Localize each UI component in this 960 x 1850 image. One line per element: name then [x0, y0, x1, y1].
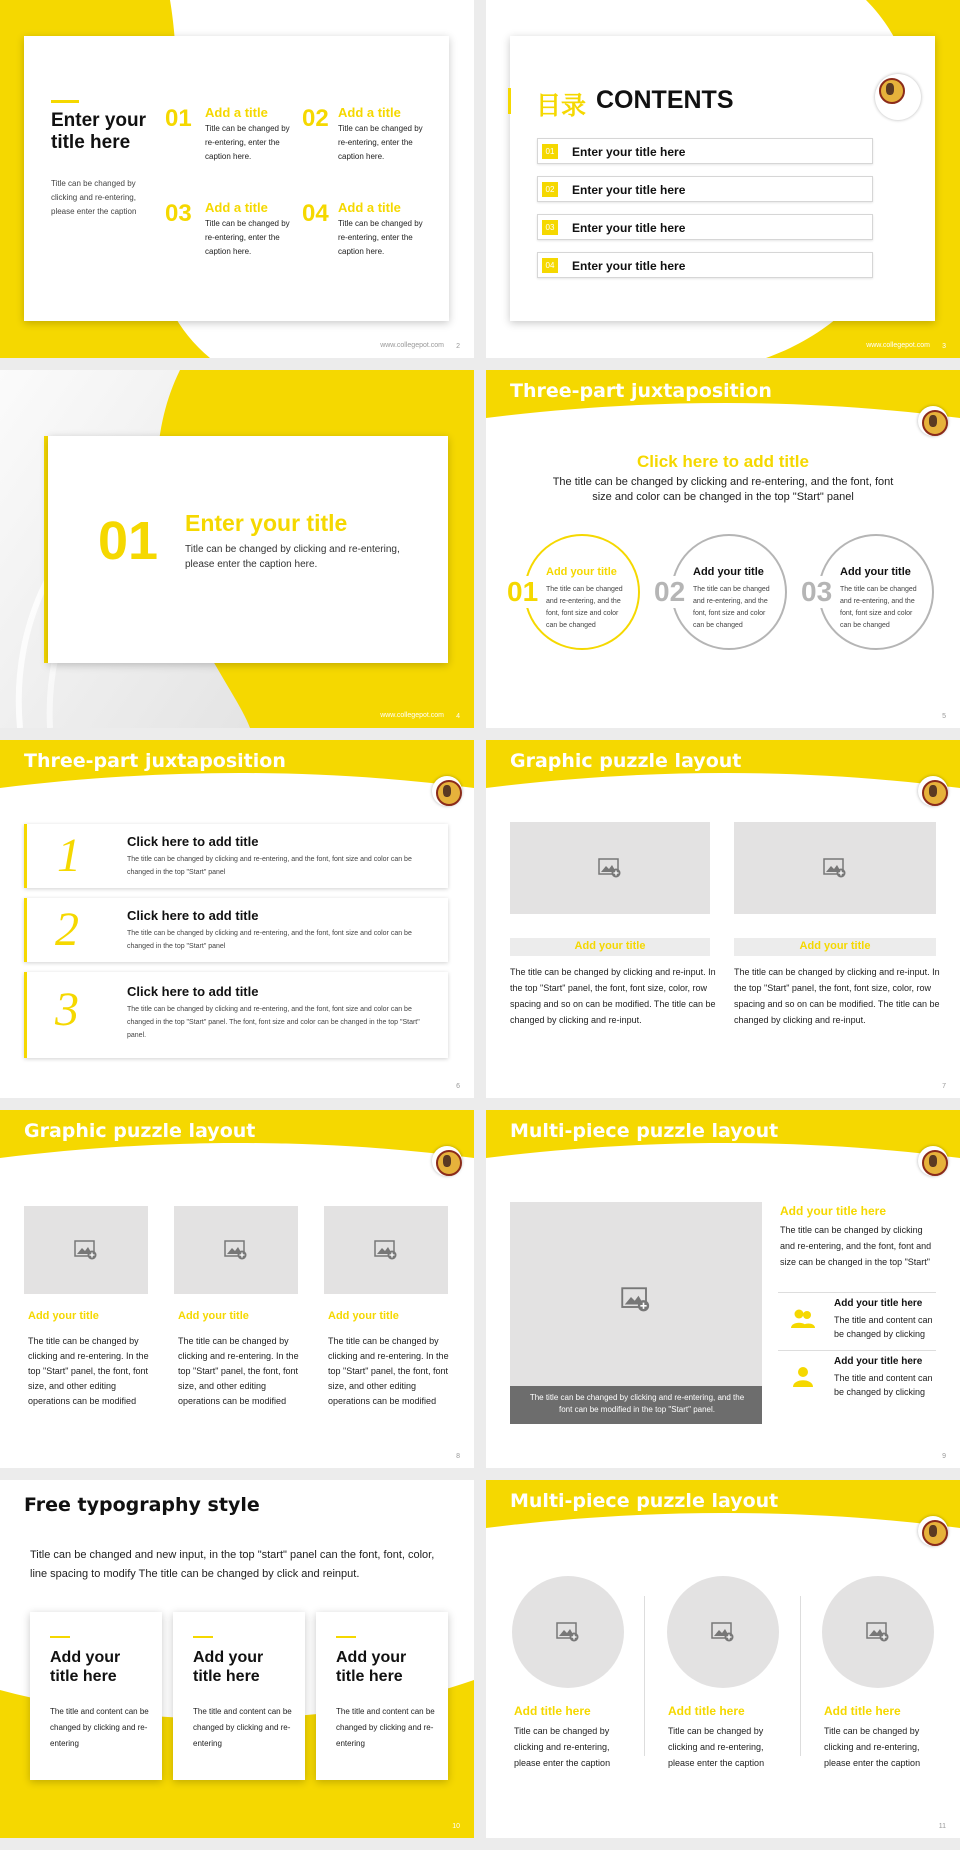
list-item-1[interactable] — [24, 824, 448, 888]
item-number: 03 — [165, 200, 192, 227]
slide-header-title[interactable]: Multi-piece puzzle layout — [510, 1120, 779, 1142]
feature-card-1[interactable] — [30, 1612, 162, 1780]
image-placeholder[interactable] — [24, 1206, 148, 1294]
item-text[interactable]: Title can be changed by clicking and re-entering, please enter the caption — [824, 1726, 921, 1768]
item-number: 04 — [302, 200, 329, 227]
slide-5[interactable] — [486, 370, 960, 728]
add-image-icon — [224, 1240, 248, 1260]
item-title[interactable]: Add your title — [328, 1310, 399, 1322]
item-number: 03 — [801, 576, 833, 607]
item-number: 02 — [302, 105, 329, 132]
item-text: The title can be changed and re-entering, and the font, font size and color can be changed — [693, 586, 770, 629]
card-text: The title and content can be changed by clicking and re-entering — [50, 1707, 149, 1748]
item-text[interactable]: Title can be changed by re-entering, enter the caption here. — [338, 124, 423, 161]
user-icon — [792, 1366, 814, 1388]
item-label: Enter your title here — [572, 259, 686, 273]
list-item-2[interactable] — [24, 898, 448, 962]
item-title[interactable]: Add title here — [514, 1704, 591, 1718]
contents-item-03[interactable] — [537, 214, 873, 240]
slide-header-title[interactable]: Graphic puzzle layout — [24, 1120, 256, 1142]
main-title[interactable]: Add your title here — [780, 1204, 887, 1218]
add-image-icon — [621, 1287, 651, 1312]
accent-bar — [508, 88, 511, 114]
page-number: 3 — [942, 343, 946, 350]
university-seal — [918, 1146, 948, 1176]
image-placeholder[interactable] — [324, 1206, 448, 1294]
item-text: The title can be changed by clicking and re-entering, and the font, font size and color can be changed in the top "Start" panel — [127, 856, 412, 876]
add-image-icon — [711, 1622, 735, 1642]
title-en[interactable]: CONTENTS — [596, 86, 734, 114]
add-image-icon — [598, 858, 622, 878]
item-text[interactable]: The title can be changed by clicking and re-input. In the top "Start" panel, the font, font size, color, row spacing and so on can be modified. The title can be changed by clicking and re-input. — [510, 967, 716, 1025]
slide-header-title[interactable]: Three-part juxtaposition — [510, 380, 772, 402]
slide-11[interactable] — [486, 1480, 960, 1838]
slide-header-title[interactable]: Free typography style — [24, 1494, 260, 1516]
feature-card-2[interactable] — [173, 1612, 305, 1780]
add-image-icon — [866, 1622, 890, 1642]
page-number: 11 — [938, 1823, 946, 1830]
item-title: Add your title — [546, 566, 617, 578]
slide-3[interactable] — [486, 0, 960, 358]
item-number: 01 — [542, 144, 558, 159]
item-number: 04 — [542, 258, 558, 273]
item-title[interactable]: Add your title — [574, 940, 646, 952]
item-number: 01 — [507, 576, 539, 607]
item-number: 01 — [165, 105, 192, 132]
page-number: 10 — [452, 1823, 460, 1830]
main-subtitle[interactable]: The title can be changed by clicking and re-entering, and the font, font size and color can be changed in the top "Start" panel — [552, 476, 894, 503]
item-text[interactable]: The title can be changed by clicking and re-entering. In the top "Start" panel, the font, font size, and other editing operations can be modified — [178, 1336, 299, 1406]
item-title[interactable]: Add a title — [338, 200, 401, 215]
item-text: The title can be changed by clicking and re-entering, and the font, font size and color can be changed in the top "Start" panel — [127, 930, 412, 950]
item-title: Add your title — [840, 566, 911, 578]
item-number: 02 — [654, 576, 686, 607]
page-number: 2 — [456, 343, 460, 350]
content-card — [24, 36, 449, 321]
university-seal — [432, 776, 462, 806]
divider — [778, 1350, 936, 1351]
divider — [644, 1596, 645, 1756]
slide-header-title[interactable]: Three-part juxtaposition — [24, 750, 286, 772]
image-placeholder[interactable] — [510, 1202, 762, 1424]
item-title[interactable]: Add title here — [824, 1704, 901, 1718]
item-title[interactable]: Add your title here — [834, 1298, 923, 1309]
footer-url: www.collegepot.com — [866, 342, 930, 349]
item-title[interactable]: Add your title here — [834, 1356, 923, 1367]
item-text[interactable]: Title can be changed by re-entering, enter the caption here. — [205, 219, 290, 256]
page-number: 6 — [456, 1083, 460, 1090]
accent-line — [193, 1636, 213, 1638]
item-title: Click here to add title — [127, 984, 259, 999]
page-number: 5 — [942, 713, 946, 720]
footer-url: www.collegepot.com — [380, 712, 444, 719]
item-label: Enter your title here — [572, 221, 686, 235]
slide-header-title[interactable]: Multi-piece puzzle layout — [510, 1490, 779, 1512]
contents-item-02[interactable] — [537, 176, 873, 202]
page-number: 7 — [942, 1083, 946, 1090]
circle-item-01[interactable] — [507, 534, 640, 650]
item-text[interactable]: The title can be changed by clicking and re-entering. In the top "Start" panel, the font, font size, and other editing operations can be modified — [328, 1336, 449, 1406]
image-placeholder-round[interactable] — [822, 1576, 934, 1688]
accent-line — [51, 100, 79, 103]
university-seal — [918, 776, 948, 806]
contents-item-04[interactable] — [537, 252, 873, 278]
list-item-3[interactable] — [24, 972, 448, 1058]
card-title: Add your title here — [193, 1649, 264, 1685]
item-title: Click here to add title — [127, 908, 259, 923]
section-caption[interactable]: Title can be changed by clicking and re-entering, please enter the caption here. — [185, 544, 400, 570]
item-label: Enter your title here — [572, 183, 686, 197]
add-image-icon — [374, 1240, 398, 1260]
image-placeholder-round[interactable] — [512, 1576, 624, 1688]
content-card — [510, 36, 935, 321]
main-title[interactable]: Click here to add title — [637, 452, 809, 471]
circle-item-02[interactable] — [654, 534, 787, 650]
slide-8[interactable] — [0, 1110, 474, 1468]
image-placeholder[interactable] — [510, 822, 710, 914]
item-number: 3 — [55, 983, 79, 1036]
add-image-icon — [556, 1622, 580, 1642]
item-text[interactable]: The title and content can be changed by clicking — [834, 1315, 933, 1339]
circle-item-03[interactable] — [801, 534, 934, 650]
page-number: 9 — [942, 1453, 946, 1460]
item-title: Add your title — [693, 566, 764, 578]
page-number: 8 — [456, 1453, 460, 1460]
main-caption[interactable]: Title can be changed by clicking and re-entering, please enter the caption — [51, 179, 137, 216]
item-text[interactable]: Title can be changed by clicking and re-entering, please enter the caption — [514, 1726, 611, 1768]
slide-4[interactable] — [0, 370, 474, 728]
item-title[interactable]: Add your title — [799, 940, 871, 952]
image-caption[interactable]: The title can be changed by clicking and re-entering, and the font can be modified in the top "Start" panel. — [529, 1393, 745, 1414]
content-card — [48, 436, 448, 663]
accent-line — [336, 1636, 356, 1638]
add-image-icon — [823, 858, 847, 878]
item-text[interactable]: The title and content can be changed by clicking — [834, 1373, 933, 1397]
main-title[interactable]: Enter your title here — [51, 110, 147, 153]
divider — [800, 1596, 801, 1756]
item-title: Click here to add title — [127, 834, 259, 849]
item-title[interactable]: Add a title — [205, 200, 268, 215]
item-text: The title can be changed by clicking and re-entering, and the font, font size and color can be changed in the top "Start" panel. The font, font size and color can be changed in the top "Start" panel. — [127, 1006, 420, 1039]
title-cn[interactable]: 目录 — [536, 91, 587, 120]
item-title[interactable]: Add a title — [205, 105, 268, 120]
item-title[interactable]: Add a title — [338, 105, 401, 120]
slide-2[interactable] — [0, 0, 474, 358]
item-text[interactable]: Title can be changed by re-entering, enter the caption here. — [338, 219, 423, 256]
item-title[interactable]: Add your title — [28, 1310, 99, 1322]
feature-card-3[interactable] — [316, 1612, 448, 1780]
users-icon — [790, 1308, 816, 1330]
card-text: The title and content can be changed by clicking and re-entering — [336, 1707, 435, 1748]
item-number: 1 — [57, 829, 81, 882]
item-title[interactable]: Add your title — [178, 1310, 249, 1322]
image-placeholder[interactable] — [734, 822, 936, 914]
slide-9[interactable] — [486, 1110, 960, 1468]
item-text[interactable]: Title can be changed by re-entering, enter the caption here. — [205, 124, 290, 161]
slide-10[interactable] — [0, 1480, 474, 1838]
accent-line — [50, 1636, 70, 1638]
card-title: Add your title here — [336, 1649, 407, 1685]
item-title[interactable]: Add title here — [668, 1704, 745, 1718]
item-text[interactable]: The title can be changed by clicking and re-input. In the top "Start" panel, the font, font size, color, row spacing and so on can be modified. The title can be changed by clicking and re-input. — [734, 967, 940, 1025]
main-text[interactable]: The title can be changed by clicking and re-entering, and the font, font and size can be changed in the top "Start" — [780, 1225, 932, 1267]
image-placeholder[interactable] — [174, 1206, 298, 1294]
item-text: The title can be changed and re-entering, and the font, font size and color can be changed — [546, 586, 623, 629]
university-seal — [918, 1516, 948, 1546]
divider — [778, 1292, 936, 1293]
item-number: 2 — [55, 903, 79, 956]
slide-header-title[interactable]: Graphic puzzle layout — [510, 750, 742, 772]
item-text: The title can be changed and re-entering, and the font, font size and color can be changed — [840, 586, 917, 629]
section-number: 01 — [98, 511, 159, 571]
university-seal — [918, 406, 948, 436]
item-number: 02 — [542, 182, 558, 197]
item-number: 03 — [542, 220, 558, 235]
footer-url: www.collegepot.com — [380, 342, 444, 349]
university-seal — [432, 1146, 462, 1176]
contents-item-01[interactable] — [537, 138, 873, 164]
page-number: 4 — [456, 713, 460, 720]
slide-7[interactable] — [486, 740, 960, 1098]
item-text[interactable]: Title can be changed by clicking and re-entering, please enter the caption — [668, 1726, 765, 1768]
university-seal — [875, 74, 921, 120]
card-text: The title and content can be changed by clicking and re-entering — [193, 1707, 292, 1748]
item-label: Enter your title here — [572, 145, 686, 159]
image-placeholder-round[interactable] — [667, 1576, 779, 1688]
item-text[interactable]: The title can be changed by clicking and re-entering. In the top "Start" panel, the font, font size, and other editing operations can be modified — [28, 1336, 149, 1406]
slide-6[interactable] — [0, 740, 474, 1098]
add-image-icon — [74, 1240, 98, 1260]
card-title: Add your title here — [50, 1649, 121, 1685]
section-title[interactable]: Enter your title — [185, 510, 348, 536]
intro-text[interactable]: Title can be changed and new input, in the top "start" panel can the font, font, color, line spacing to modify The title can be changed by click and reinput. — [30, 1549, 435, 1580]
